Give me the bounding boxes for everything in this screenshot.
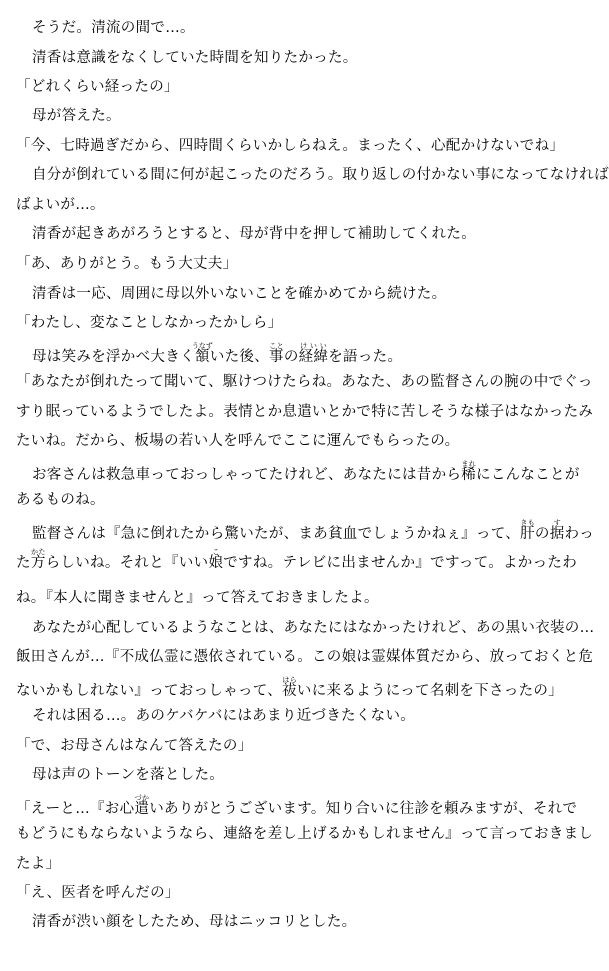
- text-segment: お客さんは救急車っておっしゃってたけれど、あなたには昔から: [32, 467, 462, 483]
- text-line: 「え、医者を呼んだの」: [16, 885, 180, 901]
- text-line: 清香は意識をなくしていた時間を知りたかった。: [32, 50, 358, 66]
- text-line: 母が答えた。: [32, 108, 121, 124]
- text-line-with-ruby: [16, 676, 606, 700]
- text-line-with-ruby: [16, 519, 606, 543]
- text-segment: を語った。: [328, 349, 403, 365]
- text-segment: にこんなことが: [476, 467, 580, 483]
- text-segment: 「えーと…『お心: [16, 801, 135, 817]
- text-line: 清香が起きあがろうとすると、母が背中を押して補助してくれた。: [32, 226, 476, 242]
- text-segment: ですね。テレビに出ませんか』ですって。よかったわ: [223, 555, 577, 571]
- text-line: すり眠っているようでしたよ。表情とか息遣いとかで特に苦しそうな様子はなかったみ: [16, 404, 594, 420]
- text-line-with-ruby: [16, 460, 606, 484]
- text-line: 「どれくらい経ったの」: [16, 79, 179, 95]
- text-line: たよ」: [16, 856, 61, 872]
- text-line: 飯田さんが…『不成仏霊に憑依されている。この娘は霊媒体質だから、放っておくと危: [16, 649, 594, 665]
- text-segment: 監督さんは『急に倒れたから驚いたが、まあ貧血でしょうかねぇ』って、: [32, 526, 521, 542]
- text-segment: いありがとうございます。知り合いに往診を頼みますが、それで: [149, 801, 578, 817]
- ruby-word: 遣づか: [134, 794, 150, 817]
- text-segment: の: [283, 349, 299, 365]
- text-line: 「で、お母さんはなんて答えたの」: [16, 738, 253, 754]
- text-line: 「あ、ありがとう。もう大丈夫」: [16, 256, 238, 272]
- ruby-word: 祓はら: [282, 676, 297, 699]
- text-segment: 母は笑みを浮かべ大きく: [32, 349, 195, 365]
- text-line: 母は声のトーンを落とした。: [32, 767, 225, 783]
- text-line: 清香は一応、周囲に母以外いないことを確かめてから続けた。: [32, 286, 447, 302]
- ruby-word: 経緯けいい: [298, 342, 329, 365]
- text-line: 自分が倒れている間に何が起こったのだろう。取り返しの付かない事になってなければ: [32, 167, 609, 183]
- text-line: ね。『本人に聞きませんと』って答えておきましたよ。: [16, 590, 379, 606]
- text-segment: ないかもしれない』っておっしゃって、: [16, 683, 283, 699]
- ruby-word: 娘こ: [208, 548, 224, 571]
- text-line-with-ruby: [16, 794, 606, 818]
- ruby-word: 据す: [549, 519, 565, 542]
- ruby-word: 肝きも: [520, 519, 535, 542]
- text-line: あなたが心配しているようなことは、あなたにはなかったけれど、あの黒い衣装の…: [32, 620, 595, 636]
- ruby-word: 事こと: [269, 342, 284, 365]
- text-segment: た: [16, 555, 31, 571]
- text-line: もどうにもならないようなら、連絡を差し上げるかもしれません』って言っておきまし: [16, 826, 594, 842]
- text-line: それは困る…。あのケバケバにはあまり近づきたくない。: [32, 708, 416, 724]
- text-segment: の: [534, 526, 550, 542]
- text-line: 清香が渋い顔をしたため、母はニッコリとした。: [32, 914, 357, 930]
- ruby-word: 稀まれ: [461, 460, 477, 483]
- ruby-word: 頷うなず: [191, 342, 213, 365]
- text-line-with-ruby: [16, 342, 606, 366]
- text-line: ばよいが…。: [16, 197, 105, 213]
- text-line: そうだ。清流の間で…。: [32, 20, 195, 36]
- text-segment: らしいね。それと『いい: [45, 555, 209, 571]
- text-segment: いた後、: [209, 349, 270, 365]
- text-segment: いに来るようにって名刺を下さったの」: [296, 683, 564, 699]
- text-line: 「今、七時過ぎだから、四時間くらいかしらねえ。まったく、心配かけないでね」: [16, 138, 565, 154]
- text-line-with-ruby: [16, 548, 606, 572]
- ruby-word: 方かた: [30, 548, 46, 571]
- text-line: たいね。だから、板場の若い人を呼んでここに運んでもらったの。: [16, 433, 460, 449]
- text-line: 「わたし、変なことしなかったかしら」: [16, 315, 283, 331]
- text-segment: わっ: [564, 526, 595, 542]
- text-line: 「あなたが倒れたって聞いて、駆けつけたらね。あなた、あの監督さんの腕の中でぐっ: [16, 374, 593, 390]
- text-line: あるものね。: [16, 492, 105, 508]
